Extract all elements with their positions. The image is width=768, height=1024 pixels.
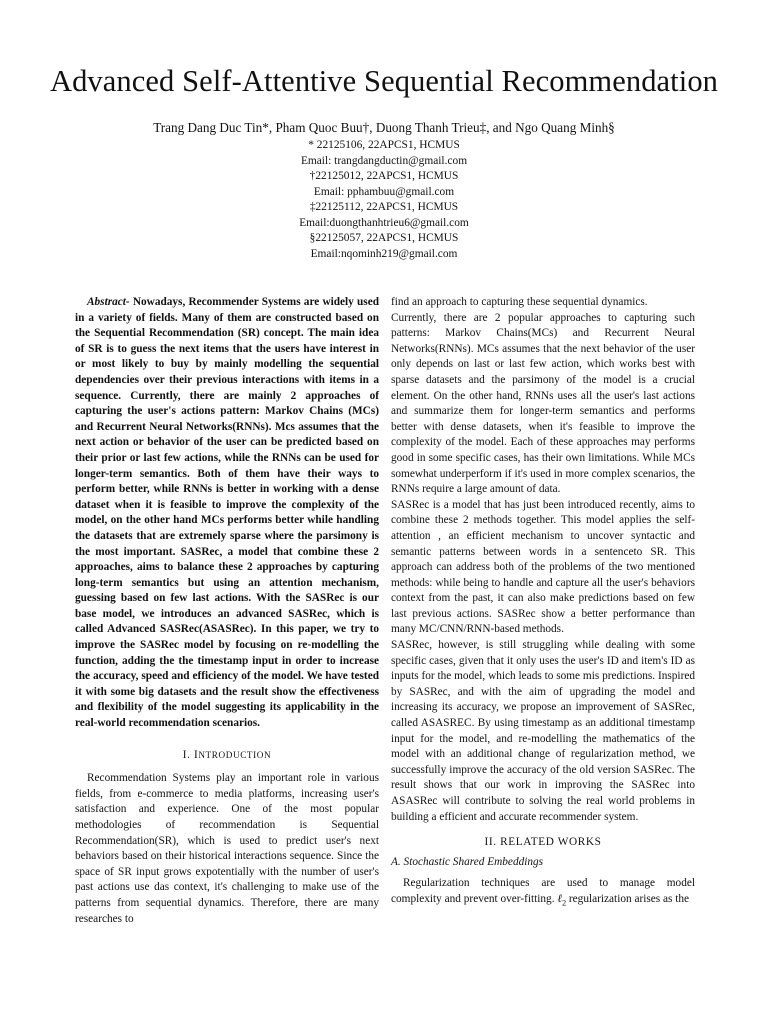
intro-paragraph: Recommendation Systems play an important role in various fields, from e-commerce to media platforms, increasing user's satisfaction and experience. One of the most popular methodologies of recommendation is Sequential Recommendation(SR), which is used to predict user's next behaviors based on their historical interactions sequence. Since the space of SR input grows expotentially with the number of user's past actions use das context, it's challenging to make use of the patterns from sequential dynamics. Therefore, there are many researches to [75, 772, 379, 925]
body-paragraph: SASRec is a model that has just been introduced recently, aims to combine these 2 methods together. This model applies the self-attention , an efficient mechanism to uncover syntactic and semantic patterns between words in a sentenceto SR. This approach can address both of the problems of the two mentioned methods: while being to handle and capture all the user's behaviors context from the past, it can also make predictions based on few last previous actions. SASRec show a better performance than many MC/CNN/RNN-based methods. [391, 498, 695, 636]
related-paragraph: Regularization techniques are used to manage model complexity and prevent over-fitting. ℓ$_2$ regularization arises as the [391, 877, 695, 908]
body-paragraph: SASRec, however, is still struggling while dealing with some specific cases, given that it only uses the user's ID and item's ID as inputs for the model, which leads to some mis predictions. Inspired by SASRec, and with the aim of upgrading the model and increasing its accuracy, we propose an improvement of SASRec, called ASASREC. By using timestamp as an additional timestamp input for the model, and re-modelling the mathematics of the model with an additional change of regularization method, we successfully improve the accuracy of the old version SASRec. The result shows that our work in improving the SASRec into ASASRec will contribute to solving the real world problems in building a efficient and accurate recommender system. [391, 639, 695, 823]
affiliation-line: §22125057, 22APCS1, HCMUS [309, 232, 459, 244]
email-line: Email:duongthanhtrieu6@gmail.com [299, 216, 469, 229]
affiliations-block [0, 138, 768, 262]
affiliation-line: * 22125106, 22APCS1, HCMUS [308, 139, 460, 151]
abstract-label: Abstract- [87, 296, 130, 308]
section-heading-related-works: II. RELATED WORKS [484, 836, 602, 849]
email-line: Email: trangdangductin@gmail.com [300, 154, 468, 167]
paper-title: Advanced Self-Attentive Sequential Recommendation [49, 64, 719, 98]
right-column [391, 295, 695, 911]
subsection-heading: A. Stochastic Shared Embeddings [391, 855, 544, 868]
left-column [75, 295, 379, 927]
author-list: Trang Dang Duc Tin*, Pham Quoc Buu†, Duong Thanh Trieu‡, and Ngo Quang Minh§ [153, 120, 615, 135]
section-heading-introduction: I. INTRODUCTION [182, 748, 272, 761]
affiliation-line: †22125012, 22APCS1, HCMUS [309, 170, 459, 182]
email-line: Email: pphambuu@gmail.com [313, 185, 455, 198]
abstract [75, 295, 379, 732]
email-line: Email:nqominh219@gmail.com [310, 247, 458, 260]
abstract-text: Nowadays, Recommender Systems are widely used in a variety of fields. Many of them are constructed based on the Sequential Recommendation (SR) concept. The main idea of SR is to guess the next items that the users have interest in or most likely to buy by mainly modelling the sequential dependencies over their previous interactions with items in a sequence. Currently, there are mainly 2 approaches of capturing the user's actions pattern: Markov Chains (MCs) and Recurrent Neural Networks(RNNs). Mcs assumes that the next action or behavior of the user can be predicted based on their prior or last few actions, while the RNNs can be used for longer-term semantics. Both of them have their ways to perform better, while RNNs is better in working with a dense dataset when it is feasible to improve the complexity of the model, on the other hand MCs performs better while handling the datasets that are extremely sparse where the parsimony is the most important. SASRec, a model that combine these 2 approaches, aims to balance these 2 approaches by capturing long-term semantics but using an attention mechanism, guessing based on few last actions. With the SASRec is our base model, we introduces an advanced SASRec, which is called Advanced SASRec(ASASRec). In this paper, we try to improve the SASRec model by focusing on re-modelling the function, adding the the timestamp input in order to increase the accuracy, speed and efficiency of the model. We have tested it with some big datasets and the result show the effectiveness and flexibility of the model suggesting its applicability in the real-world recommendation scenarios. [75, 296, 379, 730]
affiliation-line: ‡22125112, 22APCS1, HCMUS [309, 201, 459, 213]
body-paragraph: Currently, there are 2 popular approaches to capturing such patterns: Markov Chains(MCs) and Recurrent Neural Networks(RNNs). MCs assumes that the next behavior of the user only depends on last or last few action, which works best with sparse datasets and the parsimony of the model is a crucial element. On the other hand, RNNs uses all the user's last actions and summarize them for longer-term semantics and performs better with dense datasets, when it's feasible to improve the complexity of the model. Each of these approaches may performs good in some specific cases, has their own limitations. While MCs somewhat underperform if it's used in more complex scenarios, the RNNs require a large amount of data. [391, 311, 695, 496]
body-paragraph: find an approach to capturing these sequential dynamics. [391, 296, 648, 308]
